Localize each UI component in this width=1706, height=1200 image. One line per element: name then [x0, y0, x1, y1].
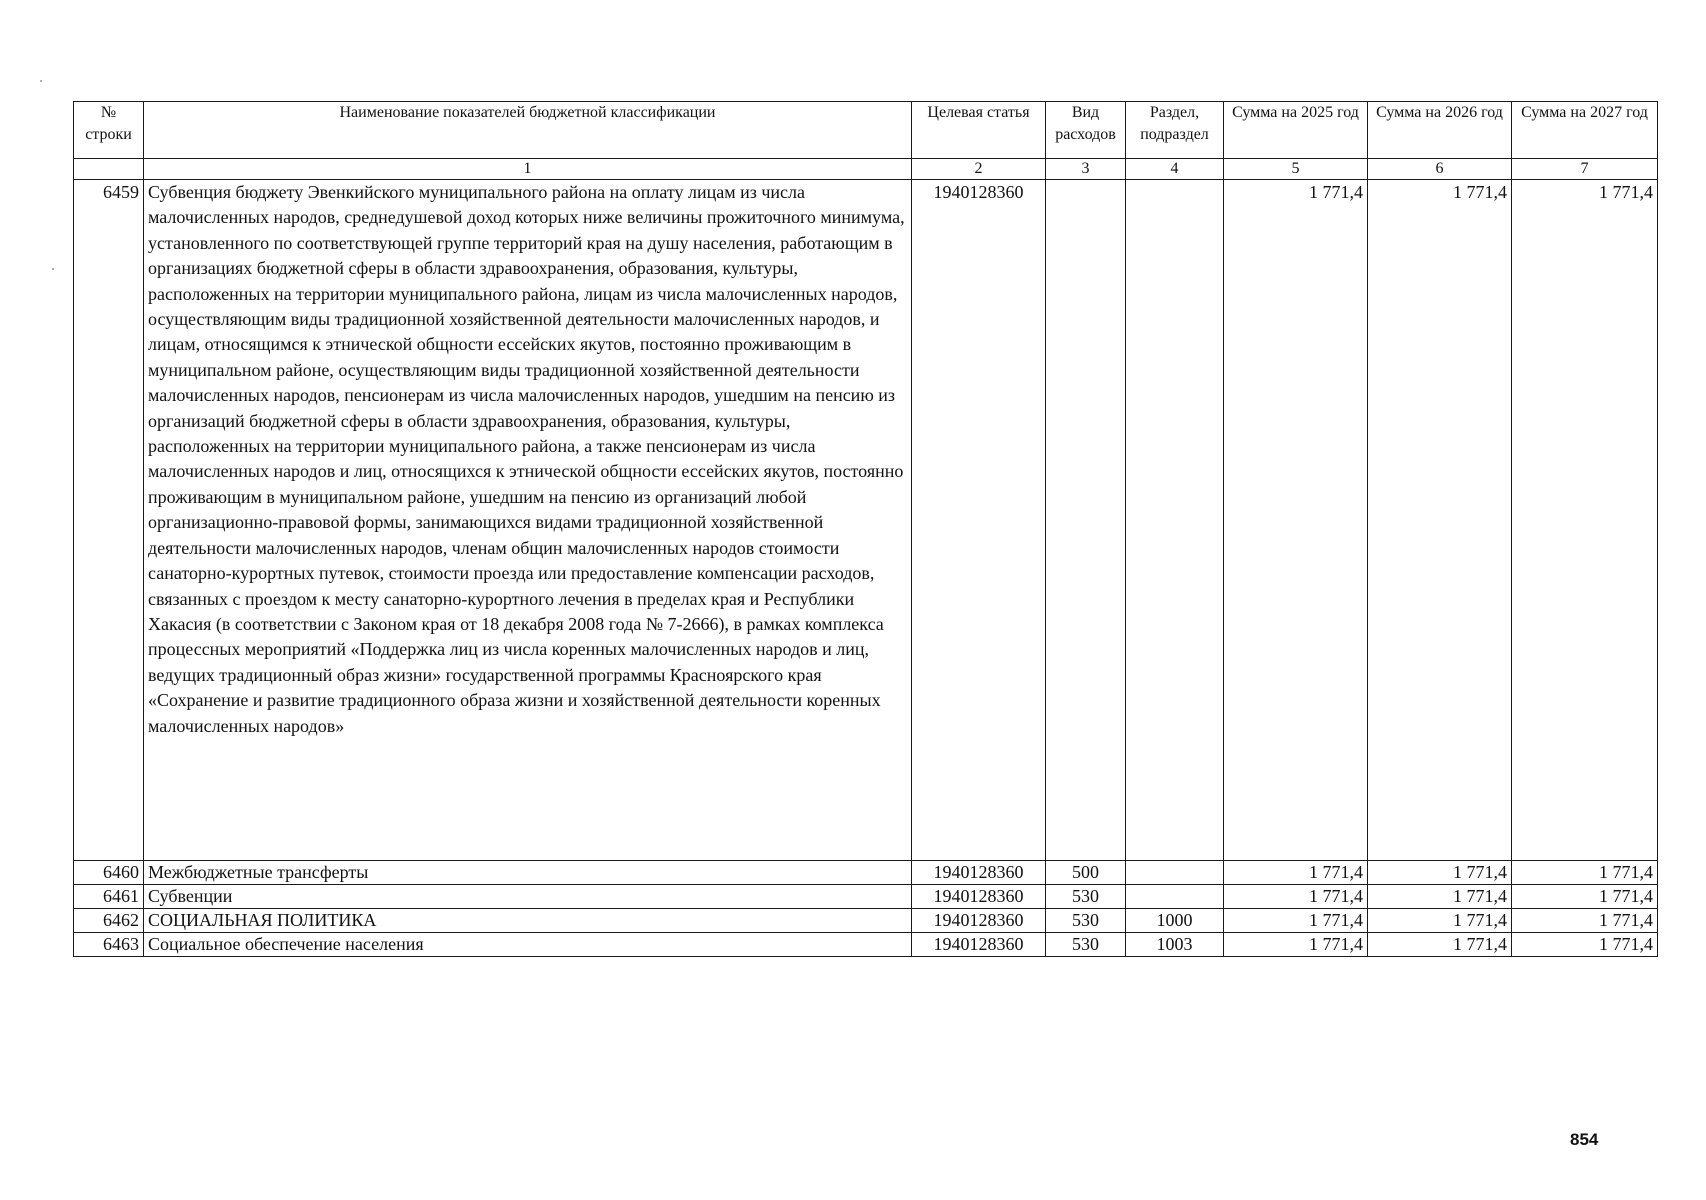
table-row — [74, 885, 1658, 909]
table-row — [74, 861, 1658, 885]
table-row — [74, 180, 1658, 861]
indicator-name: Социальное обеспечение населения — [144, 933, 912, 957]
sum-2025: 1 771,4 — [1224, 909, 1368, 933]
row-number: 6463 — [74, 933, 144, 957]
table-row — [74, 933, 1658, 957]
expense-type-code — [1046, 180, 1126, 861]
sum-2026: 1 771,4 — [1368, 180, 1512, 861]
sum-2027: 1 771,4 — [1512, 180, 1658, 861]
header-section: Раздел, подраздел — [1126, 102, 1224, 159]
section-code — [1126, 861, 1224, 885]
sum-2025: 1 771,4 — [1224, 861, 1368, 885]
sum-2027: 1 771,4 — [1512, 885, 1658, 909]
expense-type-code: 530 — [1046, 885, 1126, 909]
column-number: 4 — [1126, 159, 1224, 180]
section-code: 1003 — [1126, 933, 1224, 957]
column-number: 2 — [912, 159, 1046, 180]
target-code: 1940128360 — [912, 909, 1046, 933]
sum-2025: 1 771,4 — [1224, 933, 1368, 957]
target-code: 1940128360 — [912, 861, 1046, 885]
target-code: 1940128360 — [912, 180, 1046, 861]
sum-2026: 1 771,4 — [1368, 909, 1512, 933]
target-code: 1940128360 — [912, 885, 1046, 909]
row-number: 6462 — [74, 909, 144, 933]
column-number: 7 — [1512, 159, 1658, 180]
header-expense-type: Вид расходов — [1046, 102, 1126, 159]
sum-2026: 1 771,4 — [1368, 885, 1512, 909]
indicator-name: СОЦИАЛЬНАЯ ПОЛИТИКА — [144, 909, 912, 933]
column-number-row — [74, 159, 1658, 180]
sum-2026: 1 771,4 — [1368, 861, 1512, 885]
header-name: Наименование показателей бюджетной классификации — [144, 102, 912, 159]
column-number: 5 — [1224, 159, 1368, 180]
section-code: 1000 — [1126, 909, 1224, 933]
header-sum-2025: Сумма на 2025 год — [1224, 102, 1368, 159]
table-row — [74, 909, 1658, 933]
sum-2026: 1 771,4 — [1368, 933, 1512, 957]
sum-2025: 1 771,4 — [1224, 885, 1368, 909]
header-sum-2027: Сумма на 2027 год — [1512, 102, 1658, 159]
sum-2025: 1 771,4 — [1224, 180, 1368, 861]
header-row-no: № строки — [74, 102, 144, 159]
expense-type-code: 530 — [1046, 933, 1126, 957]
column-number: 1 — [144, 159, 912, 180]
sum-2027: 1 771,4 — [1512, 861, 1658, 885]
section-code — [1126, 885, 1224, 909]
scan-speck — [52, 268, 54, 270]
header-row — [74, 102, 1658, 159]
scan-speck — [40, 80, 42, 82]
expense-type-code: 530 — [1046, 909, 1126, 933]
row-number: 6460 — [74, 861, 144, 885]
budget-table — [73, 101, 1658, 957]
header-sum-2026: Сумма на 2026 год — [1368, 102, 1512, 159]
column-number: 6 — [1368, 159, 1512, 180]
row-number: 6461 — [74, 885, 144, 909]
sum-2027: 1 771,4 — [1512, 909, 1658, 933]
column-number-empty — [74, 159, 144, 180]
indicator-name: Субвенция бюджету Эвенкийского муниципального района на оплату лицам из числа малочисленных народов, среднедушевой доход которых ниже величины прожиточного минимума, установленного по соответствующей группе территорий края на душу населения, работающим в организациях бюджетной сферы в области здравоохранения, образования, культуры, расположенных на территории муниципального района, лицам из числа малочисленных народов, осуществляющим виды традиционной хозяйственной деятельности малочисленных народов, и лицам, относящимся к этнической общности ессейских якутов, постоянно проживающим в муниципальном районе, осуществляющим виды традиционной хозяйственной деятельности малочисленных народов, пенсионерам из числа малочисленных народов, ушедшим на пенсию из организаций бюджетной сферы в области здравоохранения, образования, культуры, расположенных на территории муниципального района, а также пенсионерам из числа малочисленных народов и лиц, относящихся к этнической общности ессейских якутов, постоянно проживающим в муниципальном районе, ушедшим на пенсию из организаций любой организационно-правовой формы, занимающихся видами традиционной хозяйственной деятельности малочисленных народов, членам общин малочисленных народов стоимости санаторно-курортных путевок, стоимости проезда или предоставление компенсации расходов, связанных с проездом к месту санаторно-курортного лечения в пределах края и Республики Хакасия (в соответствии с Законом края от 18 декабря 2008 года № 7-2666), в рамках комплекса процессных мероприятий «Поддержка лиц из числа коренных малочисленных народов и лиц, ведущих традиционный образ жизни» государственной программы Красноярского края «Сохранение и развитие традиционного образа жизни и хозяйственной деятельности коренных малочисленных народов» — [144, 180, 912, 861]
sum-2027: 1 771,4 — [1512, 933, 1658, 957]
row-number: 6459 — [74, 180, 144, 861]
indicator-name: Субвенции — [144, 885, 912, 909]
column-number: 3 — [1046, 159, 1126, 180]
target-code: 1940128360 — [912, 933, 1046, 957]
expense-type-code: 500 — [1046, 861, 1126, 885]
section-code — [1126, 180, 1224, 861]
page-number: 854 — [1570, 1130, 1599, 1149]
header-target: Целевая статья — [912, 102, 1046, 159]
indicator-name: Межбюджетные трансферты — [144, 861, 912, 885]
